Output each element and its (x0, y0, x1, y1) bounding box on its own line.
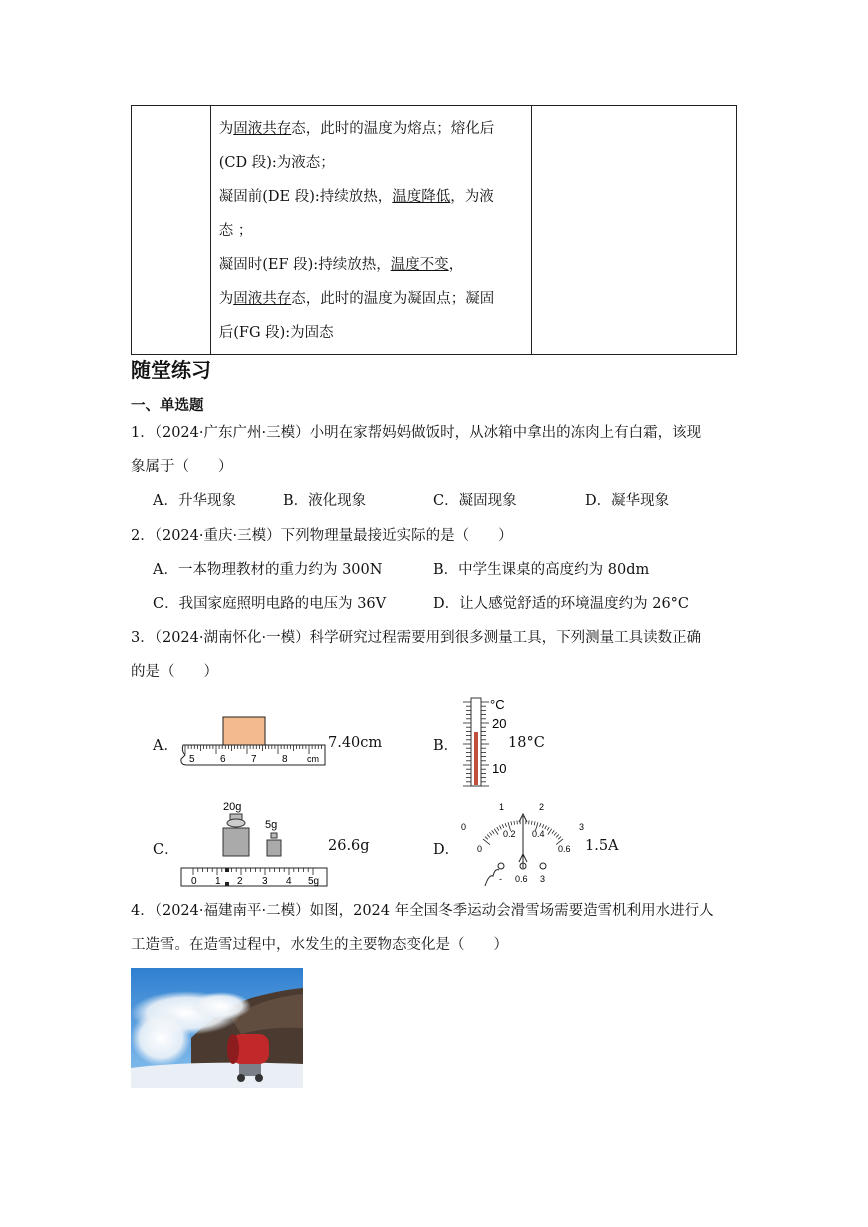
section-title: 随堂练习 (131, 358, 211, 382)
ammeter-tick (534, 821, 535, 825)
snow-spray (131, 1010, 191, 1066)
question-1-option: D．凝华现象 (585, 493, 670, 509)
question-2-option: B．中学生课桌的高度约为 80dm (433, 562, 650, 578)
scale-bottom-label: 0.2 (503, 829, 516, 839)
terminal-label: 3 (540, 874, 546, 884)
option-d-label: D． (433, 842, 460, 858)
question-1-option: C．凝固现象 (433, 493, 517, 509)
ammeter-tick (556, 834, 559, 837)
option-c-reading: 26.6g (328, 838, 370, 854)
ammeter-diagram (455, 800, 590, 890)
ammeter-tick (545, 826, 547, 830)
weight-20g-icon (223, 828, 249, 856)
terminal-icon (498, 863, 504, 869)
thermometer-label-20: 20 (492, 716, 507, 731)
question-1-text: 象属于（ ） (131, 459, 233, 475)
question-2-option: D．让人感觉舒适的环境温度约为 26°C (433, 596, 690, 612)
terminal-label: - (499, 874, 502, 884)
rider-icon (225, 868, 229, 872)
ammeter-tick (554, 832, 557, 835)
option-a-label: A． (153, 738, 178, 754)
ruler-tick-label: 7 (251, 754, 257, 765)
table-cell-empty (532, 106, 737, 355)
ammeter-tick (485, 837, 488, 840)
underlined-term: 温度降低 (392, 189, 451, 205)
beam-tick-label: 4 (286, 876, 292, 887)
table-text: 态 ； (218, 223, 253, 239)
question-3-text: 3．（2024·湖南怀化·一模）科学研究过程需要用到很多测量工具，下列测量工具读数正确 (131, 630, 702, 646)
weight-20g-label: 20g (223, 801, 242, 813)
table-text: 为 (218, 291, 234, 307)
question-4-text: 4．（2024·福建南平·二模）如图，2024 年全国冬季运动会滑雪场需要造雪机利用水进行人 (131, 903, 714, 919)
table-text: ， (448, 257, 464, 273)
scale-top-label: 1 (499, 802, 505, 812)
rider-icon (225, 882, 229, 886)
thermometer-unit: °C (490, 697, 505, 712)
cannon-base (239, 1064, 261, 1076)
ammeter-tick (542, 824, 544, 828)
ammeter-tick (514, 821, 515, 825)
table-cell-content (210, 106, 531, 355)
cannon-nozzle (227, 1034, 239, 1064)
ruler-tick-label: 5 (189, 754, 195, 765)
measured-block (223, 717, 265, 745)
weight-20g-neck (227, 819, 245, 827)
table-text-line (219, 146, 523, 180)
underlined-term: 固液共存 (233, 121, 292, 137)
underlined-term: 固液共存 (233, 291, 292, 307)
ammeter-tick (558, 837, 561, 840)
table-text: ，为液 (450, 189, 494, 205)
terminal-icon (540, 863, 546, 869)
ammeter-tick (487, 834, 490, 837)
option-d-reading: 1.5A (585, 838, 619, 854)
option-b-label: B． (433, 738, 459, 754)
table-text-line (219, 180, 523, 214)
terminal-label: 0.6 (515, 874, 528, 884)
beam-tick-label: 3 (262, 876, 268, 887)
table-text: 态，此时的温度为凝固点；凝固 (291, 291, 495, 307)
question-2-option: C．我国家庭照明电路的电压为 36V (153, 596, 387, 612)
scale-top-label: 0 (461, 822, 467, 832)
beam-tick-label: 1 (215, 876, 221, 887)
ruler-diagram (175, 715, 335, 770)
underlined-term: 温度不变 (390, 257, 449, 273)
table-text: (CD 段):为液态； (218, 155, 335, 171)
table-text: 凝固前(DE 段):持续放热， (218, 189, 393, 205)
wheel-icon (237, 1074, 245, 1082)
table-text-line (219, 214, 523, 248)
ammeter-tick (517, 820, 518, 824)
ammeter-tick (494, 829, 498, 835)
option-b-reading: 18°C (508, 735, 545, 751)
ammeter-tick (505, 823, 506, 827)
snow-ground (131, 1063, 303, 1088)
wheel-icon (255, 1074, 263, 1082)
ammeter-tick (502, 824, 504, 828)
ruler-ticks (185, 745, 321, 754)
ammeter-tick (540, 823, 541, 827)
ammeter-tick (531, 821, 532, 825)
scale-bottom-label: 0.4 (532, 829, 545, 839)
scale-top-label: 3 (579, 822, 585, 832)
ammeter-tick (548, 829, 552, 835)
subsection-title: 一、单选题 (131, 397, 204, 414)
ammeter-tick (511, 821, 512, 825)
table-text-line (219, 316, 523, 350)
weight-5g-knob (271, 833, 277, 838)
question-4-text: 工造雪。在造雪过程中，水发生的主要物态变化是（ ） (131, 937, 508, 953)
question-3-text: 的是（ ） (131, 664, 218, 680)
ammeter-tick (547, 827, 549, 830)
thermometer-mercury (474, 732, 478, 785)
beam-tick-label: 5g (308, 876, 320, 887)
ammeter-tick (500, 826, 502, 830)
ammeter-tick (552, 830, 554, 833)
ruler-tick-label: 8 (282, 754, 288, 765)
question-2-option: A．一本物理教材的重力约为 300N (153, 562, 383, 578)
option-a-reading: 7.40cm (328, 735, 383, 751)
balance-diagram (175, 798, 335, 890)
wire-icon (485, 870, 499, 886)
snow-spray (191, 992, 251, 1020)
weight-5g-label: 5g (265, 819, 278, 831)
table-text-line (219, 112, 523, 146)
ammeter-tick (529, 820, 530, 824)
scale-bottom-label: 0 (477, 844, 483, 854)
table-text: 态，此时的温度为熔点；熔化后 (291, 121, 495, 137)
question-2-text: 2．（2024·重庆·三模）下列物理量最接近实际的是（ ） (131, 528, 513, 544)
beam-tick-label: 2 (237, 876, 243, 887)
knowledge-table (131, 105, 737, 355)
ruler-unit-label: cm (307, 754, 319, 764)
scale-top-label: 2 (539, 802, 545, 812)
table-text: 后(FG 段):为固态 (218, 325, 334, 341)
table-text-line (219, 282, 523, 316)
question-1-option: B．液化现象 (283, 493, 367, 509)
table-cell-empty (132, 106, 211, 355)
ammeter-tick (497, 827, 499, 830)
question-1-text: 1．（2024·广东广州·三模）小明在家帮妈妈做饭时，从冰箱中拿出的冻肉上有白霜，该现 (131, 425, 702, 441)
weight-5g-icon (267, 840, 281, 856)
thermometer-label-10: 10 (492, 761, 507, 776)
ammeter-tick (483, 839, 490, 845)
snow-machine-photo (131, 968, 303, 1088)
table-text-line (219, 248, 523, 282)
ruler-tick-label: 6 (220, 754, 226, 765)
question-1-option: A．升华现象 (153, 493, 236, 509)
ammeter-tick (492, 830, 494, 833)
scale-bottom-label: 0.6 (558, 844, 571, 854)
beam-tick-label: 0 (191, 876, 197, 887)
table-text: 凝固时(EF 段):持续放热， (218, 257, 391, 273)
ammeter-tick (489, 832, 492, 835)
option-c-label: C． (153, 842, 179, 858)
table-text: 为 (218, 121, 234, 137)
